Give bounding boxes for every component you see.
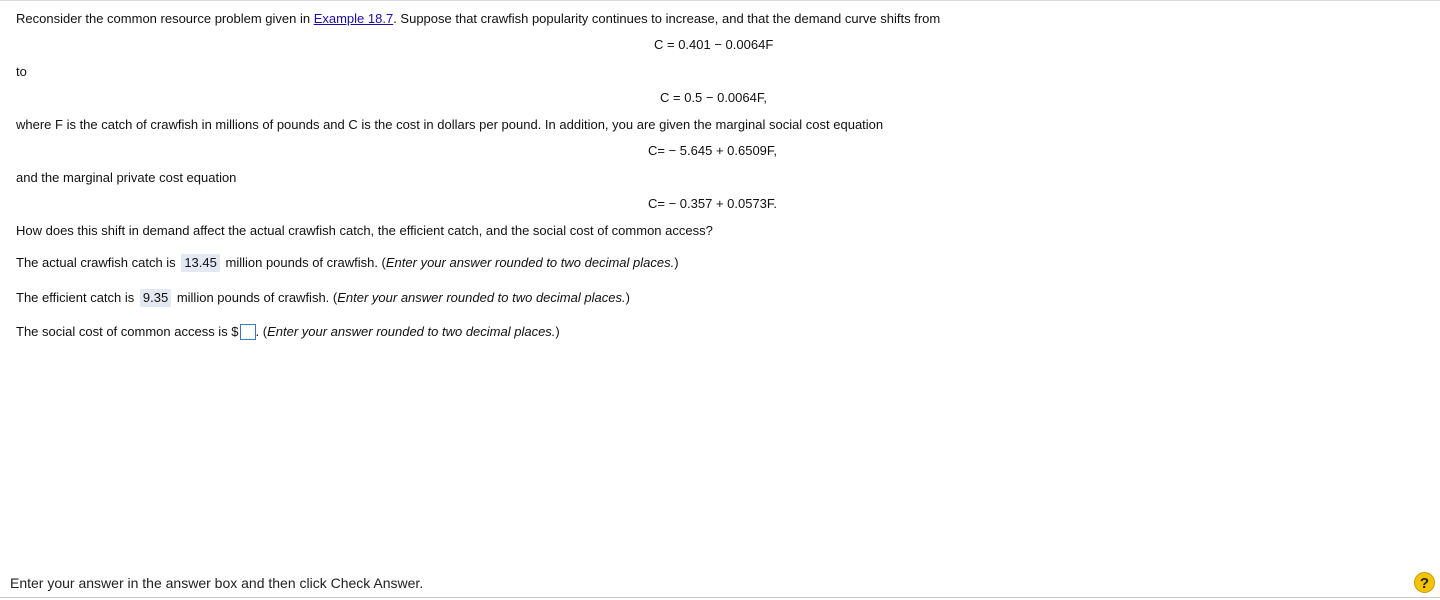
answer-efficient-catch: The efficient catch is 9.35 million pounds of crawfish. (Enter your answer rounded to two decimal places.) (16, 290, 630, 305)
answer-social-cost: The social cost of common access is $ . (Enter your answer rounded to two decimal places.) (16, 324, 560, 339)
footer-divider (0, 597, 1440, 598)
help-icon[interactable]: ? (1414, 572, 1435, 593)
equation-demand-old: C = 0.401 − 0.0064F (654, 37, 774, 52)
equation-mpc: C= − 0.357 + 0.0573F. (648, 196, 778, 211)
example-link[interactable]: Example 18.7 (313, 11, 394, 26)
actual-catch-answer[interactable]: 13.45 (181, 254, 220, 272)
top-divider (0, 0, 1440, 1)
equation-msc: C= − 5.645 + 0.6509F, (648, 143, 778, 158)
mpc-text: and the marginal private cost equation (16, 170, 237, 185)
equation-demand-new: C = 0.5 − 0.0064F, (660, 90, 767, 105)
footer-instruction: Enter your answer in the answer box and then click Check Answer. (10, 575, 424, 591)
social-cost-input[interactable] (240, 324, 256, 340)
question-intro: Reconsider the common resource problem given in Example 18.7. Suppose that crawfish popularity continues to increase, and that the demand curve shifts from (16, 11, 941, 26)
efficient-catch-answer[interactable]: 9.35 (140, 289, 171, 307)
to-text: to (16, 64, 27, 79)
answer-actual-catch: The actual crawfish catch is 13.45 million pounds of crawfish. (Enter your answer rounded to two decimal places.) (16, 255, 679, 270)
question-ask: How does this shift in demand affect the actual crawfish catch, the efficient catch, and the social cost of common access? (16, 223, 713, 238)
where-text: where F is the catch of crawfish in millions of pounds and C is the cost in dollars per pound. In addition, you are given the marginal social cost equation (16, 117, 884, 132)
